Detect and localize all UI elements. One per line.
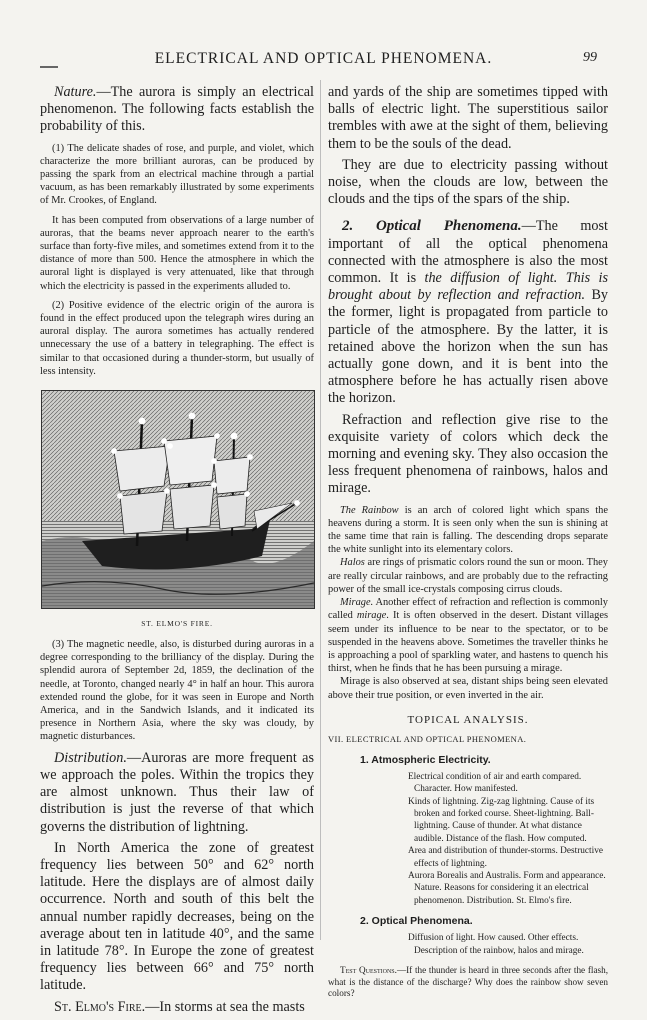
rainbow-paragraph — [328, 504, 608, 557]
mirage-heading: Mirage. — [340, 597, 374, 609]
mirage-emphasis: mirage — [356, 610, 387, 622]
rainbow-text: is an arch of colored light which spans the heavens during a storm. It is seen only when the sun is shining at the same time that rain is falling. The descending drops separate the white sunlight into its elementary colors. — [328, 504, 608, 556]
optical-emphasis-2: This is brought about by reflection and refraction. — [328, 270, 609, 304]
margin-mark — [40, 66, 58, 68]
topic-item: Area and distribution of thunder-storms. Destructive effects of lightning. — [408, 846, 604, 869]
nature-paragraph — [40, 84, 314, 136]
topical-analysis-title: TOPICAL ANALYSIS. — [407, 713, 529, 726]
halos-paragraph — [328, 556, 608, 596]
right-column — [328, 84, 608, 1000]
test-questions-label: Test Questions. — [340, 965, 397, 975]
topic-list-1 — [408, 771, 608, 907]
topic-list-2 — [408, 932, 608, 957]
page-header — [0, 50, 647, 72]
rainbow-heading: The Rainbow — [340, 504, 399, 516]
topic-heading-1: 1. Atmospheric Electricity. — [360, 753, 491, 766]
optical-heading: 2. Optical Phenomena. — [342, 218, 522, 235]
figure-caption: ST. ELMO'S FIRE. — [141, 619, 213, 629]
refraction-paragraph: Refraction and reflection give rise to the exquisite variety of colors which deck the morning and evening sky. They also occasion the less frequent phenomena of rainbows, halos and mirage. — [328, 411, 608, 497]
computed-paragraph: It has been computed from observations of a large number of auroras, that the beams never approach nearer to the earth's surface than forty-five miles, and sometimes extend from it to the distance of more than 500. Hence the atmosphere in which the auroral light is displayed is very attenuated, like that through which the electricity is passed in the experiments alluded to. — [40, 214, 314, 292]
mirage-sea-paragraph: Mirage is also observed at sea, distant ships being seen elevated above their true position, or even inverted in the air. — [328, 676, 608, 701]
test-questions-text: —If the thunder is heard in three seconds after the flash, what is the distance of the discharge? Why does the rainbow show seven colors? — [328, 965, 608, 999]
topic-item: Electrical condition of air and earth compared. Character. How manifested. — [408, 771, 582, 795]
distribution-paragraph — [40, 750, 314, 836]
halos-text: are rings of prismatic colors round the sun or moon. They are really circular rainbows, and are probably due to the refracting power of the small ice-crystals composing cirrus clouds. — [328, 557, 608, 595]
distribution-text: —Auroras are more frequent as we approach the poles. Within the tropics they are almost unknown. Thus their law of distribution is just the reverse of that which governs the distribution of lightning. — [40, 749, 314, 835]
topical-analysis-subtitle: VII. ELECTRICAL AND OPTICAL PHENOMENA. — [328, 733, 527, 744]
topic-item: Aurora Borealis and Australis. Form and appearance. Nature. Reasons for considering it an electrical phenomenon. Distribution. St. Elmo's fire. — [408, 870, 606, 906]
optical-text-a: —The most important of all the optical phenomena connected with the atmosphere is also the most common. It is — [328, 218, 608, 287]
elmo-continued: and yards of the ship are sometimes tipped with balls of electric light. The superstitious sailor trembles with awe at the sight of them, believing them to be the souls of the dead. — [328, 84, 608, 152]
test-questions — [328, 965, 608, 1000]
st-elmos-paragraph — [40, 999, 314, 1016]
column-rule — [320, 80, 321, 940]
fact-1: (1) The delicate shades of rose, and purple, and violet, which characterize the more brilliant auroras, can be produced by passing the spark from an electrical machine through a partial vacuum, as has been remarkably illustrated by some experiments of Mr. Crookes, of England. — [40, 142, 314, 207]
nature-text: —The aurora is simply an electrical phenomenon. The following facts establish the probability of this. — [40, 84, 314, 135]
topic-item: Kinds of lightning. Zig-zag lightning. Cause of its broken and forked course. Sheet-lightning. Ball-lightning. Cause of thunder. At what distance audible. Distance of the flash. How computed. — [408, 796, 595, 844]
optical-emphasis-1: the diffusion of light. — [424, 270, 558, 287]
optical-paragraph — [328, 218, 608, 407]
topic-item: Diffusion of light. How caused. Other effects. Description of the rainbow, halos and mirage. — [408, 933, 584, 956]
nature-heading: Nature. — [54, 84, 97, 100]
st-elmos-text: —In storms at sea the masts — [145, 998, 305, 1015]
mirage-paragraph — [328, 596, 608, 675]
topic-heading-2: 2. Optical Phenomena. — [360, 915, 473, 928]
fact-3: (3) The magnetic needle, also, is disturbed during auroras in a degree corresponding to the brilliancy of the display. During the splendid aurora of September 2d, 1859, the declination of the needle, at Toronto, changed nearly 4° in half an hour. This aurora extended round the globe, for it was seen in Europe and North America, and in the Sandwich Islands, and it indicated its presence in Northern Asia, where the sky was cloudy, by magnetic disturbances. — [40, 639, 314, 743]
distribution-heading: Distribution. — [54, 749, 127, 766]
mirage-text-a: Another effect of refraction and reflection is commonly called — [328, 597, 608, 622]
running-title: ELECTRICAL AND OPTICAL PHENOMENA. — [154, 50, 493, 67]
optical-text-b: By the former, light is propagated from particle to particle of the atmosphere. By the latter, it is retained above the horizon when the sun has actually gone down, and it is bent into the atmosphere before he has actually risen above the horizon. — [328, 287, 608, 407]
page-number: 99 — [583, 50, 597, 65]
st-elmos-fire-illustration — [41, 390, 315, 609]
st-elmos-heading: St. Elmo's Fire. — [54, 998, 146, 1015]
mirage-text-b: . It is often observed in the desert. Distant villages seem under its influence to be near to the spectator, or to be suspended in the heavens above. Sometimes the traveller thinks he is approaching a pool of sparkling water, and hastens to quench his thirst, when he finds that he has been pursuing a mirage. — [328, 610, 608, 675]
fact-2: (2) Positive evidence of the electric origin of the aurora is found in the effect produced upon the telegraph wires during an auroral display. The aurora sometimes has actually rendered unnecessary the use of a battery in telegraphing. The effect is similar to that occasioned during a thunder-storm, but usually of less intensity. — [40, 299, 314, 377]
elmo-cause: They are due to electricity passing without noise, when the clouds are low, between the clouds and the tips of the spars of the ship. — [328, 156, 608, 208]
left-column — [40, 84, 314, 1020]
halos-heading: Halos — [340, 557, 365, 569]
north-america-paragraph: In North America the zone of greatest frequency lies between 50° and 62° north latitude. Here the displays are of almost daily occurrence. North and south of this belt the annual number rapidly decreases, being on the average about ten in latitude 40°, and the same in latitude 78°. In Europe the zone of greatest frequency lies between 66° and 75° north latitude. — [40, 839, 314, 994]
